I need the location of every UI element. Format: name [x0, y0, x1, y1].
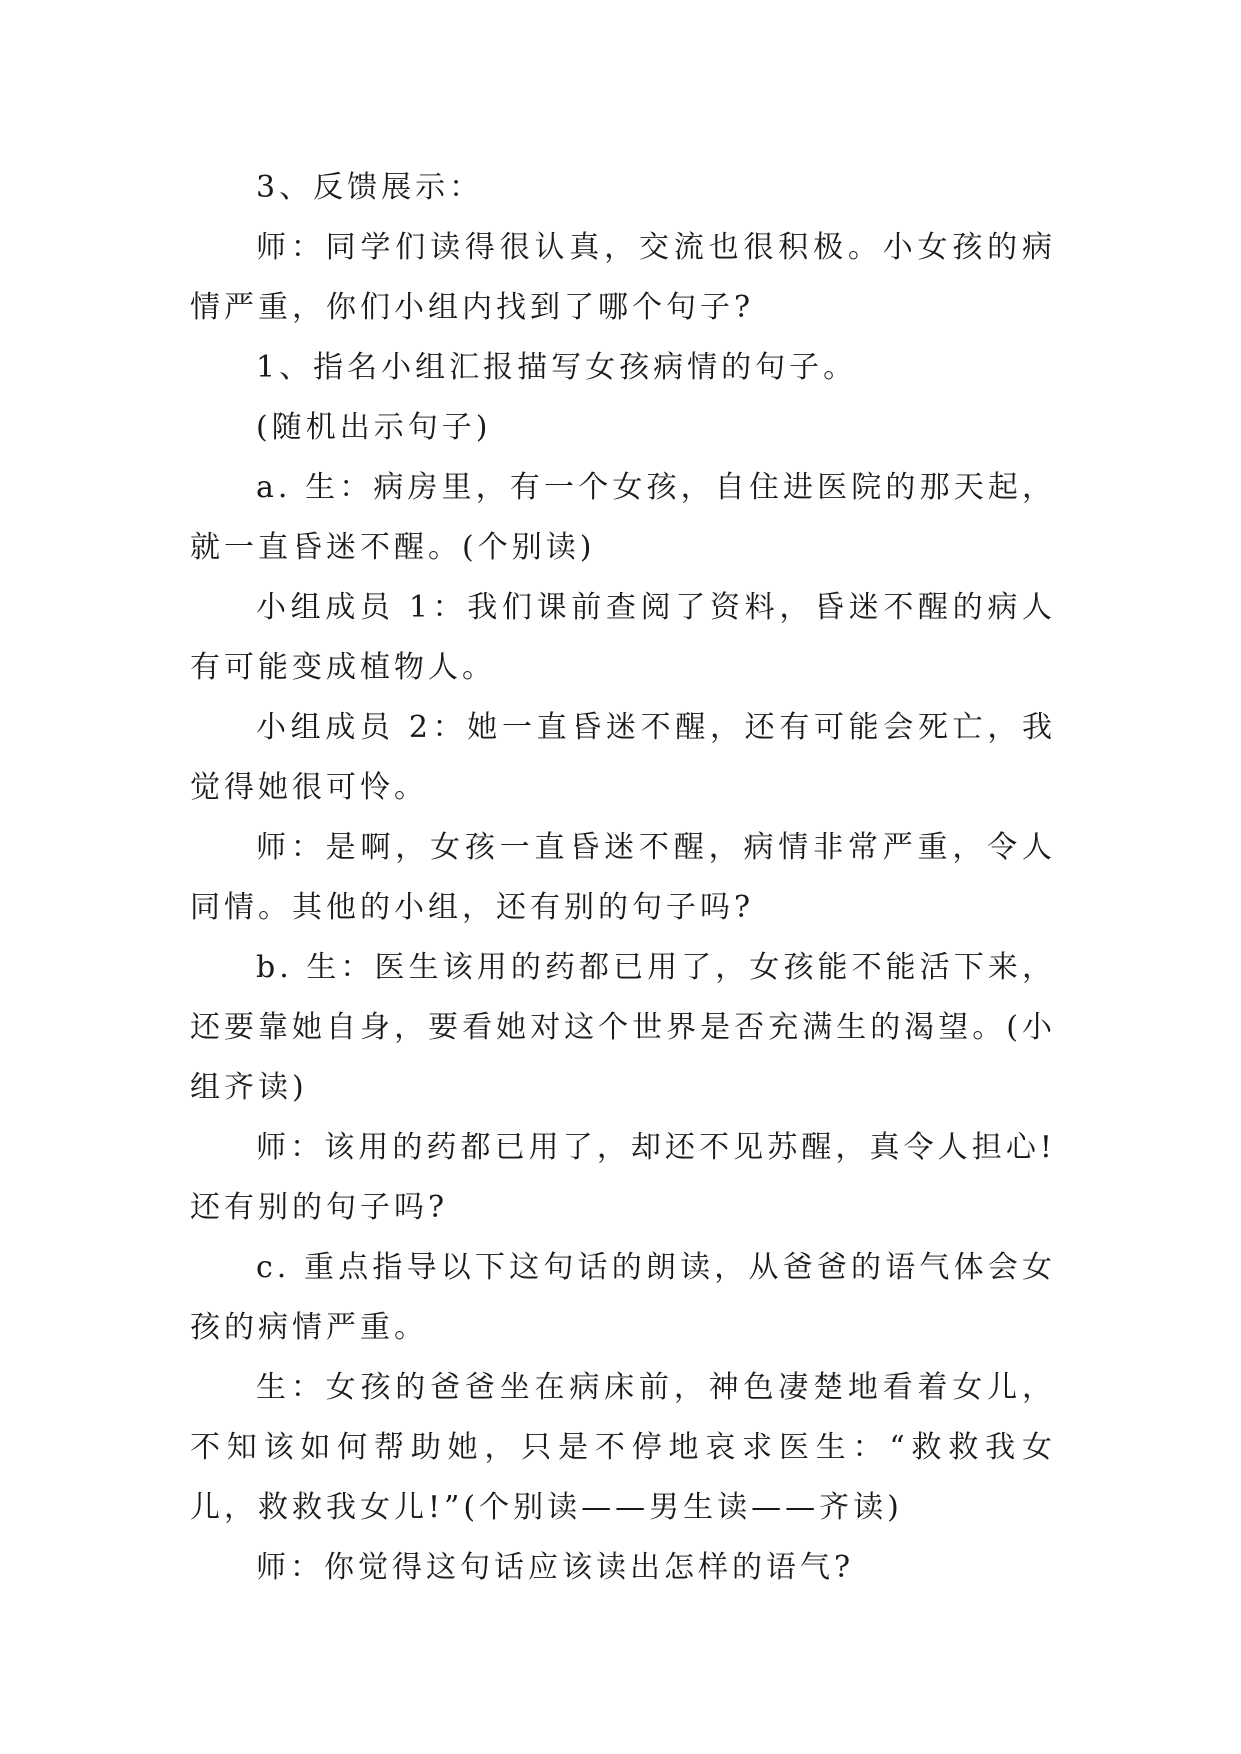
paragraph-teacher-response-a: 师：是啊，女孩一直昏迷不醒，病情非常严重，令人同情。其他的小组，还有别的句子吗?	[190, 830, 1056, 925]
paragraph-sentence-a: a. 生：病房里，有一个女孩，自住进医院的那天起，就一直昏迷不醒。(个别读)	[190, 470, 1056, 565]
paragraph-sentence-c: c. 重点指导以下这句话的朗读，从爸爸的语气体会女孩的病情严重。	[190, 1250, 1056, 1345]
paragraph-feedback-heading: 3、反馈展示：	[256, 170, 484, 205]
paragraph-random-sentence: (随机出示句子)	[256, 410, 492, 445]
paragraph-member-2: 小组成员 2：她一直昏迷不醒，还有可能会死亡，我觉得她很可怜。	[190, 710, 1056, 805]
paragraph-sentence-b: b. 生：医生该用的药都已用了，女孩能不能活下来，还要靠她自身，要看她对这个世界是否充满生的渴望。(小组齐读)	[190, 950, 1056, 1105]
paragraph-group-report: 1、指名小组汇报描写女孩病情的句子。	[256, 350, 858, 385]
paragraph-student-reading: 生：女孩的爸爸坐在病床前，神色凄楚地看着女儿，不知该如何帮助她，只是不停地哀求医生：“救救我女儿，救救我女儿!”(个别读——男生读——齐读)	[190, 1370, 1056, 1525]
paragraph-member-1: 小组成员 1：我们课前查阅了资料，昏迷不醒的病人有可能变成植物人。	[190, 590, 1056, 685]
paragraph-teacher-tone-question: 师：你觉得这句话应该读出怎样的语气?	[256, 1550, 855, 1585]
document-page	[190, 158, 1056, 1598]
paragraph-teacher-question: 师：同学们读得很认真，交流也很积极。小女孩的病情严重，你们小组内找到了哪个句子?	[190, 230, 1056, 325]
paragraph-teacher-response-b: 师：该用的药都已用了，却还不见苏醒，真令人担心!还有别的句子吗?	[190, 1130, 1056, 1225]
